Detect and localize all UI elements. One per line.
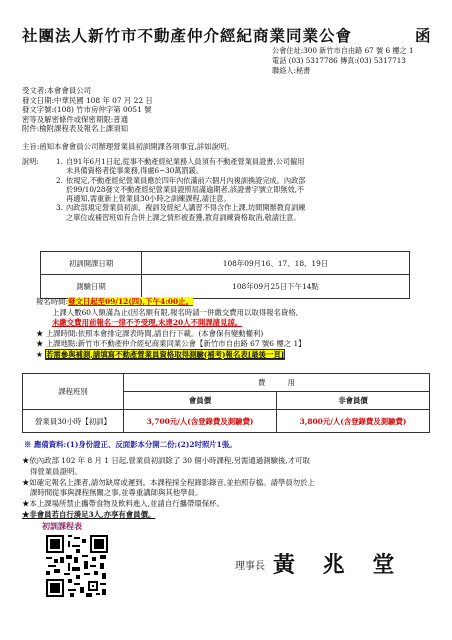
explanation-item: 說明: 1. 自91年6月1日起,從事不動產經紀業務人員須有不動產營業員證書,公司僱用 未具備資格者從事業務,得處6~30萬罰鍰。 bbox=[22, 157, 305, 176]
qr-code[interactable] bbox=[44, 533, 110, 599]
explanation-section bbox=[22, 157, 432, 222]
schedule-label: 測驗日期 bbox=[41, 275, 142, 297]
star-icon: ★ bbox=[36, 328, 46, 338]
signer-role: 理事長 bbox=[235, 561, 265, 572]
document-title bbox=[22, 24, 432, 46]
schedule-value: 108年09月16、17、18、19日 bbox=[222, 258, 329, 268]
course-schedule-label: 初訓課程表 bbox=[42, 521, 82, 531]
notes-section: ★依內政部 102 年 8 月 1 日起,營業員初訓除了 30 個小時課程,另需通過測驗後,才可取 得營業員證明。 ★如確定報名上課者,請勿缺席或遲到。本課程採全程錄影錄音,並拍照存檔。請學員勿於上 課時間從事與課程無關之事,並尊重講師與其他學員。 ★本上課場所禁止攜帶食物及飲料進入,並請自行攜帶環保杯。 ★非會員若自行湊足3人,亦享有會員價。 bbox=[22, 456, 432, 521]
schedule-row bbox=[41, 275, 409, 297]
deadline-label: 報名時間: bbox=[36, 297, 69, 306]
association-phone: 電話 (03) 5317786 傳真:(03) 5317713 bbox=[272, 56, 406, 65]
schedule-value: 108年09月25日下午14點 bbox=[232, 281, 319, 291]
subject-line: 主旨:函知本會會員公司辦理營業員初訓開課各項事宜,詳如說明。 bbox=[22, 142, 234, 151]
note-item: ★本上課場所禁止攜帶食物及飲料進入,並請自行攜帶環保杯。 bbox=[22, 499, 224, 509]
letter-type: 函 bbox=[415, 26, 432, 45]
attachments: 附件:檢附課程表及報名上課須知 bbox=[22, 124, 128, 134]
note-item: ★依內政部 102 年 8 月 1 日起,營業員初訓除了 30 個小時課程,另需通過測驗後,才可取 bbox=[22, 456, 310, 465]
capacity-note: 上課人數60人額滿為止(因名額有限,報名時請一併繳交費用以取得報名資格, bbox=[52, 307, 299, 317]
explanation-item: 2. 依規定,不動產經紀營業員應於四年內依滿前六個月內複訓換證完成。內政部 於99/10/28發文不動產經紀營業員證照屆滿逾期者,該證書字號立即無效,不 再適知,需重新上營業員30小時之訓練課程,請注意。 bbox=[56, 175, 306, 204]
schedule-label: 初訓開課日期 bbox=[41, 252, 142, 274]
nonmember-price: 3,800元/人(含登錄費及測驗費) bbox=[277, 410, 430, 433]
issue-date: 發文日期:中華民國 108 年 07 月 22 日 bbox=[22, 95, 153, 105]
course-header: 課程班別 bbox=[23, 374, 124, 410]
explanation-label: 說明: bbox=[22, 157, 39, 166]
makeup-exam-note: 若需參與補測,請填寫不動產營業員資格取得測驗(補考)報名表[最後一頁] bbox=[45, 349, 285, 359]
letter-header bbox=[22, 86, 153, 134]
association-address: 公會住址:300 新竹市自由路 67 號 6 樓之 1 bbox=[272, 46, 414, 55]
class-location: 上課地點:新竹市不動產仲介經紀商業同業公會【新竹市自由路 67 號6 樓之 1】 bbox=[45, 339, 306, 348]
member-price: 3,700元/人(含登錄費及測驗費) bbox=[124, 410, 277, 433]
explanation-item: 3. 內政部規定營業員初訓、複訓及經紀人講習不得含作上課,坊間開辦教育訓練 之單位或補習班如有合併上課之情形被查獲,教育訓練資格取消,敬請注意。 bbox=[56, 203, 306, 222]
association-contact-person: 聯絡人:秘書 bbox=[272, 66, 311, 75]
fee-header: 費 用 bbox=[124, 374, 430, 392]
member-price-header: 會員價 bbox=[124, 392, 277, 410]
association-name: 社團法人新竹市不動產仲介經紀商業同業公會 bbox=[22, 26, 353, 45]
document-number: 發文字號:(108) 竹市房仲字第 0051 號 bbox=[22, 105, 152, 115]
table-row bbox=[23, 410, 430, 433]
recipient: 受文者:本會會員公司 bbox=[22, 86, 92, 95]
nonmember-price-header: 非會員價 bbox=[277, 392, 430, 410]
payment-warning: 未繳交費用前報名一律不予受理,未達20人不開課請見諒。 bbox=[52, 318, 243, 327]
deadline-value: 發文日起至09/12(四),下午4:00止。 bbox=[68, 297, 193, 306]
class-time: 上課時間:依照本會排定課表時間,請自行下載。(本會保有變動權利) bbox=[45, 328, 264, 338]
signature-block bbox=[235, 548, 404, 579]
schedule-row bbox=[41, 252, 409, 275]
star-icon: ★ bbox=[36, 349, 45, 359]
table-header-row bbox=[23, 374, 430, 392]
schedule-box bbox=[40, 251, 410, 299]
signer-name: 黃 兆 堂 bbox=[273, 552, 405, 578]
registration-section bbox=[36, 297, 436, 360]
fee-table bbox=[22, 373, 430, 433]
star-icon: ★ bbox=[36, 339, 46, 348]
required-documents: ※ 應備資料:(1)身份證正、反面影本分開二份;(2)2吋照片1張。 bbox=[24, 440, 237, 449]
course-name: 營業員30小時【初訓】 bbox=[23, 410, 124, 433]
association-contact bbox=[272, 46, 414, 76]
note-item: ★非會員若自行湊足3人,亦享有會員價。 bbox=[22, 509, 156, 519]
note-item: ★如確定報名上課者,請勿缺席或遲到。本課程採全程錄影錄音,並拍照存檔。請學員勿於上 bbox=[22, 477, 315, 487]
confidentiality: 密等及解密條件或保密期限:普通 bbox=[22, 114, 128, 124]
